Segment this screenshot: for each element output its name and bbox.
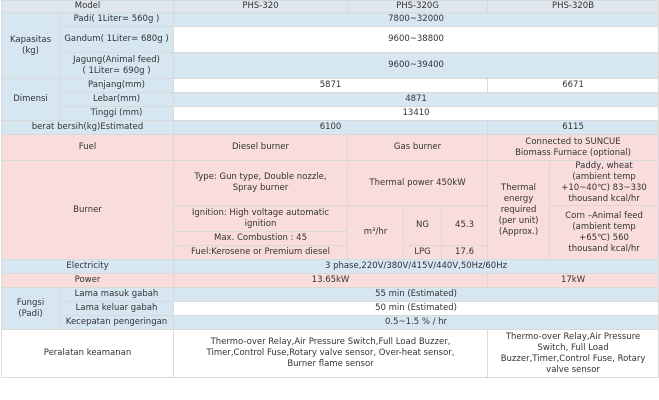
header-row bbox=[2, 1, 659, 13]
header-model: Model bbox=[2, 1, 174, 13]
function-keluar-value: 50 min (Estimated) bbox=[174, 302, 659, 316]
function-masuk-label: Lama masuk gabah bbox=[60, 288, 174, 302]
fuel-gas: Gas burner bbox=[348, 135, 488, 161]
function-keluar-label: Lama keluar gabah bbox=[60, 302, 174, 316]
power-label: Power bbox=[2, 274, 174, 288]
burner-lpg-label: LPG bbox=[404, 246, 442, 260]
burner-corn: Corn –Animal feed (ambient temp +65℃) 560 thousand kcal/hr bbox=[550, 206, 659, 260]
dimension-lebar-value: 4871 bbox=[174, 93, 659, 107]
function-group-label: Fungsi (Padi) bbox=[2, 288, 60, 330]
capacity-padi-value: 7800~32000 bbox=[174, 13, 659, 27]
weight-value-b: 6115 bbox=[488, 121, 659, 135]
header-phs-320b: PHS-320B bbox=[488, 1, 659, 13]
burner-ng-value: 45.3 bbox=[442, 206, 488, 246]
burner-ignition: Ignition: High voltage automatic ignition bbox=[174, 206, 348, 232]
safety-label: Peralatan keamanan bbox=[2, 330, 174, 378]
capacity-jagung-row bbox=[2, 53, 659, 79]
power-row bbox=[2, 274, 659, 288]
header-phs-320g: PHS-320G bbox=[348, 1, 488, 13]
burner-fuel-type: Fuel:Kerosene or Premium diesel bbox=[174, 246, 348, 260]
capacity-jagung-value: 9600~39400 bbox=[174, 53, 659, 79]
burner-row-1 bbox=[2, 161, 659, 206]
function-masuk-row bbox=[2, 288, 659, 302]
weight-row bbox=[2, 121, 659, 135]
capacity-gandum-row bbox=[2, 27, 659, 53]
capacity-padi-label: Padi( 1Liter= 560g ) bbox=[60, 13, 174, 27]
burner-lpg-value: 17.6 bbox=[442, 246, 488, 260]
dimension-panjang-label: Panjang(mm) bbox=[60, 79, 174, 93]
electricity-label: Electricity bbox=[2, 260, 174, 274]
function-keluar-row bbox=[2, 302, 659, 316]
capacity-group-label: Kapasitas (kg) bbox=[2, 13, 60, 79]
dimension-group-label: Dimensi bbox=[2, 79, 60, 121]
dimension-lebar-label: Lebar(mm) bbox=[60, 93, 174, 107]
burner-unit: m³/hr bbox=[348, 206, 404, 260]
function-masuk-value: 55 min (Estimated) bbox=[174, 288, 659, 302]
dimension-tinggi-row bbox=[2, 107, 659, 121]
electricity-row bbox=[2, 260, 659, 274]
dimension-panjang-row bbox=[2, 79, 659, 93]
electricity-value: 3 phase,220V/380V/415V/440V,50Hz/60Hz bbox=[174, 260, 659, 274]
burner-label: Burner bbox=[2, 161, 174, 260]
safety-row bbox=[2, 330, 659, 378]
power-value-b: 17kW bbox=[488, 274, 659, 288]
burner-max-combustion: Max. Combustion : 45 bbox=[174, 232, 348, 246]
fuel-biomass: Connected to SUNCUE Biomass Furnace (optional) bbox=[488, 135, 659, 161]
burner-ng-label: NG bbox=[404, 206, 442, 246]
burner-thermal-power: Thermal power 450kW bbox=[348, 161, 488, 206]
spec-table bbox=[1, 0, 659, 378]
safety-value-a: Thermo-over Relay,Air Pressure Switch,Full Load Buzzer, Timer,Control Fuse,Rotary valve sensor, Over-heat sensor, Burner flame sensor bbox=[174, 330, 488, 378]
dimension-tinggi-value: 13410 bbox=[174, 107, 659, 121]
dimension-tinggi-label: Tinggi (mm) bbox=[60, 107, 174, 121]
capacity-jagung-label: Jagung(Animal feed) ( 1Liter= 690g ) bbox=[60, 53, 174, 79]
function-speed-value: 0.5~1.5 % / hr bbox=[174, 316, 659, 330]
capacity-gandum-label: Gandum( 1Liter= 680g ) bbox=[60, 27, 174, 53]
dimension-lebar-row bbox=[2, 93, 659, 107]
burner-paddy-wheat: Paddy, wheat (ambient temp +10~40℃) 83~330 thousand kcal/hr bbox=[550, 161, 659, 206]
burner-thermal-energy: Thermal energy required (per unit) (Approx.) bbox=[488, 161, 550, 260]
header-phs-320: PHS-320 bbox=[174, 1, 348, 13]
function-speed-row bbox=[2, 316, 659, 330]
function-speed-label: Kecepatan pengeringan bbox=[60, 316, 174, 330]
weight-value-a: 6100 bbox=[174, 121, 488, 135]
fuel-label: Fuel bbox=[2, 135, 174, 161]
safety-value-b: Thermo-over Relay,Air Pressure Switch, Full Load Buzzer,Timer,Control Fuse, Rotary valve sensor bbox=[488, 330, 659, 378]
weight-label: berat bersih(kg)Estimated bbox=[2, 121, 174, 135]
burner-type: Type: Gun type, Double nozzle, Spray burner bbox=[174, 161, 348, 206]
dimension-panjang-value-b: 6671 bbox=[488, 79, 659, 93]
capacity-padi-row bbox=[2, 13, 659, 27]
capacity-gandum-value: 9600~38800 bbox=[174, 27, 659, 53]
dimension-panjang-value-a: 5871 bbox=[174, 79, 488, 93]
fuel-row bbox=[2, 135, 659, 161]
power-value-a: 13.65kW bbox=[174, 274, 488, 288]
fuel-diesel: Diesel burner bbox=[174, 135, 348, 161]
